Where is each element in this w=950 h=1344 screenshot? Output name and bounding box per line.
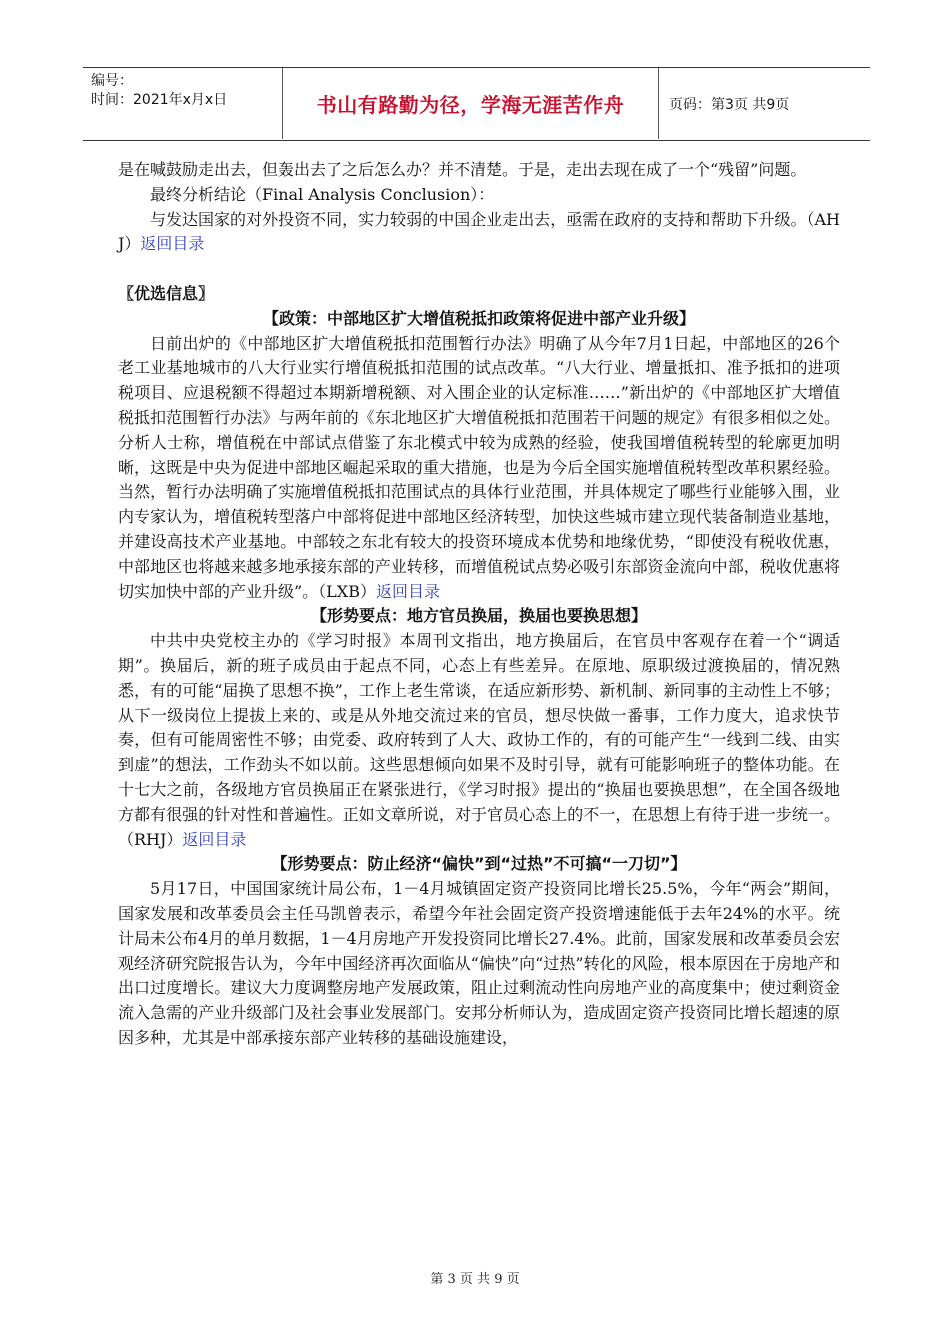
article-title: 【形势要点：地方官员换届，换届也要换思想】	[310, 606, 647, 626]
page-footer: 第 3 页 共 9 页	[430, 1272, 520, 1287]
conclusion-text: 与发达国家的对外投资不同，实力较弱的中国企业走出去，亟需在政府的支持和帮助下升级。（AHJ）	[118, 209, 840, 254]
article-body	[118, 332, 840, 605]
article-text: 日前出炉的《中部地区扩大增值税抵扣范围暂行办法》明确了从今年7月1日起，中部地区的26个老工业基地城市的八大行业实行增值税抵扣范围的试点改革。“八大行业、增量抵扣、准予抵扣的进项税项目、应退税额不得超过本期新增税额、对入围企业的认定标准……”新出炉的《中部地区扩大增值税抵扣范围暂行办法》与两年前的《东北地区扩大增值税抵扣范围若干问题的规定》有很多相似之处。分析人士称，增值税在中部试点借鉴了东北模式中较为成熟的经验，使我国增值税转型的轮廓更加明晰，这既是中央为促进中部地区崛起采取的重大措施，也是为今后全国实施增值税转型改革积累经验。当然，暂行办法明确了实施增值税抵扣范围试点的具体行业范围，并具体规定了哪些行业能够入围，业内专家认为，增值税转型落户中部将促进中部地区经济转型，加快这些城市建立现代装备制造业基地，并建设高技术产业基地。中部较之东北有较大的投资环境成本优势和地缘优势，“即使没有税收优惠，中部地区也将越来越多地承接东部的产业转移，而增值税试点势必吸引东部资金流向中部，税收优惠将切实加快中部的产业升级”。（LXB）	[118, 333, 840, 601]
header-table	[83, 67, 870, 141]
document-time-label: 时间：2021年x月x日	[91, 92, 228, 108]
back-to-toc-link[interactable]: 返回目录	[375, 581, 440, 601]
header-meta-cell	[83, 68, 283, 139]
article-title: 【政策：中部地区扩大增值税抵扣政策将促进中部产业升级】	[262, 308, 695, 328]
back-to-toc-link[interactable]: 返回目录	[182, 829, 247, 849]
section-heading: 〖优选信息〗	[118, 283, 215, 303]
header-page-number: 页码：第3页 共9页	[669, 96, 790, 113]
article-body	[118, 629, 840, 852]
document-body	[118, 158, 840, 1051]
document-number-label: 编号：	[91, 73, 133, 89]
article-body: 5月17日，中国国家统计局公布，1－4月城镇固定资产投资同比增长25.5%，今年“两会”期间，国家发展和改革委员会主任马凯曾表示，希望今年社会固定资产投资增速能低于去年24%的水平。统计局未公布4月的单月数据，1－4月房地产开发投资同比增长27.4%。此前，国家发展和改革委员会宏观经济研究院报告认为，今年中国经济再次面临从“偏快”向“过热”转化的风险，根本原因在于房地产和出口过度增长。建议大力度调整房地产发展政策，阻止过剩流动性向房地产业的高度集中；使过剩资金流入急需的产业升级部门及社会事业发展部门。安邦分析师认为，造成固定资产投资同比增长超速的原因多种，尤其是中部承接东部产业转移的基础设施建设，	[118, 879, 840, 1047]
conclusion-label: 最终分析结论（Final Analysis Conclusion）：	[150, 184, 495, 204]
back-to-toc-link[interactable]: 返回目录	[140, 234, 205, 254]
article-text: 中共中央党校主办的《学习时报》本周刊文指出，地方换届后，在官员中客观存在着一个“调适期”。换届后，新的班子成员由于起点不同，心态上有些差异。在原地、原职级过渡换届的，情况熟悉，有的可能“届换了思想不换”，工作上老生常谈，在适应新形势、新机制、新同事的主动性上不够；从下一级岗位上提拔上来的、或是从外地交流过来的官员，想尽快做一番事，工作力度大，追求快节奏，但有可能周密性不够；由党委、政府转到了人大、政协工作的，有的可能产生“一线到二线、由实到虚”的想法，工作劲头不如以前。这些思想倾向如果不及时引导，就有可能影响班子的整体功能。在十七大之前，各级地方官员换届正在紧张进行，《学习时报》提出的“换届也要换思想”，在全国各级地方都有很强的针对性和普遍性。正如文章所说，对于官员心态上的不一，在思想上有待于进一步统一。（RHJ）	[118, 631, 840, 849]
conclusion-paragraph	[118, 208, 840, 258]
header-motto: 书山有路勤为径，学海无涯苦作舟	[283, 68, 659, 139]
intro-paragraph: 是在喊鼓励走出去，但轰出去了之后怎么办？并不清楚。于是，走出去现在成了一个“残留”问题。	[118, 160, 807, 179]
article-title: 【形势要点：防止经济“偏快”到“过热”不可搞“一刀切”】	[271, 854, 687, 874]
